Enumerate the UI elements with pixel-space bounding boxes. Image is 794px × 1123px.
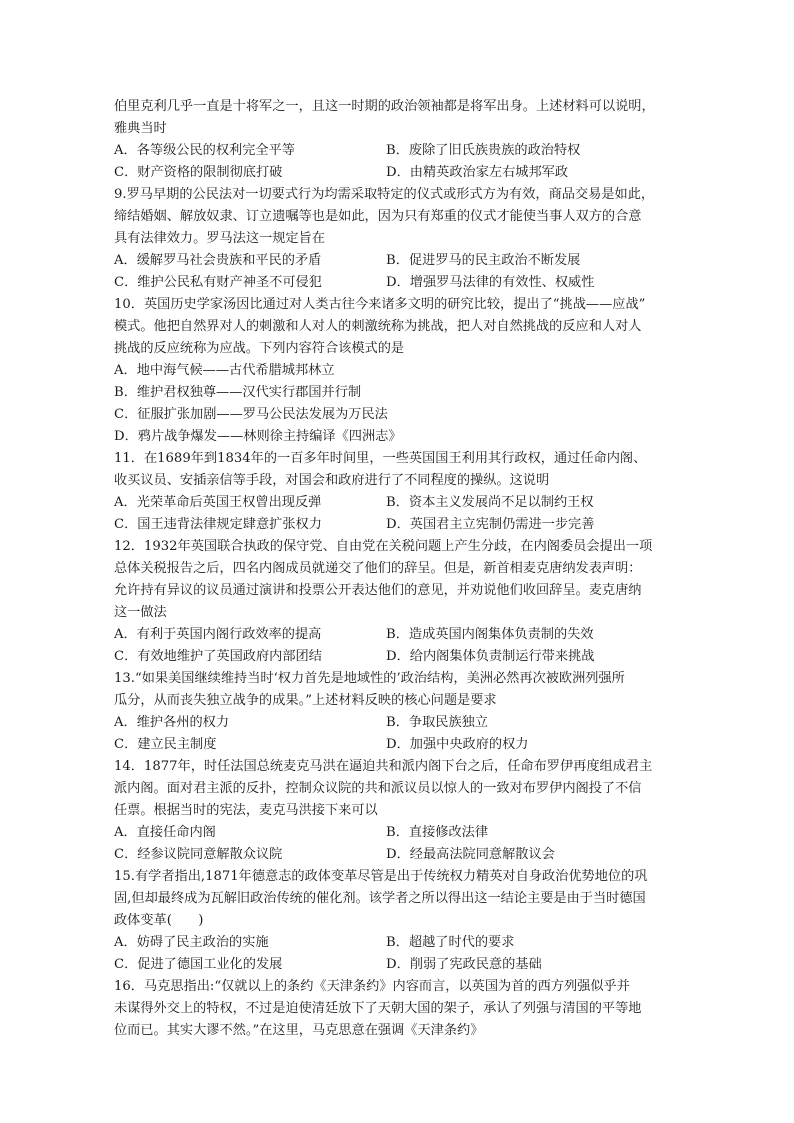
options-row — [114, 844, 684, 866]
option-a: A．缓解罗马社会贵族和平民的矛盾 — [114, 253, 322, 268]
options-row — [114, 712, 684, 734]
options-row — [114, 624, 684, 646]
text-line: 伯里克利几乎一直是十将军之一，且这一时期的政治领袖都是将军出身。上述材料可以说明， — [114, 99, 655, 114]
options-row — [114, 822, 684, 844]
option-d: D．给内阁集体负责制运行带来挑战 — [386, 649, 595, 664]
option-d: D．鸦片战争爆发——林则徐主持编译《四洲志》 — [114, 429, 402, 444]
options-row — [114, 140, 684, 162]
options-row — [114, 932, 684, 954]
options-row — [114, 646, 684, 668]
options-row — [114, 734, 684, 756]
option-b: B．争取民族独立 — [386, 715, 489, 730]
options-row — [114, 272, 684, 294]
option-d: D．英国君主立宪制仍需进一步完善 — [386, 517, 595, 532]
question-16-stem: 16．马克思指出:“仅就以上的条约《天津条约》内容而言，以英国为首的西方列强似乎并 — [114, 979, 630, 994]
option-b: B．维护君权独尊——汉代实行郡国并行制 — [114, 385, 362, 400]
text-line: 未谋得外交上的特权，不过是迫使清廷放下了天朝大国的架子，承认了列强与清国的平等地 — [114, 1001, 642, 1016]
question-15-stem: 15.有学者指出,1871年德意志的政体变革尽管是出于传统权力精英对自身政治优势地位的巩 — [114, 869, 648, 884]
question-12-stem: 12．1932年英国联合执政的保守党、自由党在关税问题上产生分歧，在内阁委员会提出一项 — [114, 539, 653, 554]
option-c: C．建立民主制度 — [114, 737, 217, 752]
options-row — [114, 250, 684, 272]
text-line: 这一做法 — [114, 605, 167, 620]
text-line: 总体关税报告之后，四名内阁成员就递交了他们的辞呈。但是，新首相麦克唐纳发表声明： — [114, 561, 642, 576]
option-a: A．各等级公民的权利完全平等 — [114, 143, 295, 158]
exam-page — [114, 96, 684, 1042]
option-a: A．光荣革命后英国王权曾出现反弹 — [114, 495, 322, 510]
option-c: C．有效地维护了英国政府内部团结 — [114, 649, 322, 664]
option-c: C．征服扩张加剧——罗马公民法发展为万民法 — [114, 407, 388, 422]
text-line: 雅典当时 — [114, 121, 167, 136]
option-c: C．经参议院同意解散众议院 — [114, 847, 283, 862]
option-d: D．由精英政治家左右城邦军政 — [386, 165, 569, 180]
text-line: 缔结婚姻、解放奴隶、订立遗嘱等也是如此，因为只有郑重的仪式才能使当事人双方的合意 — [114, 209, 642, 224]
option-a: A．维护各州的权力 — [114, 715, 230, 730]
options-row — [114, 514, 684, 536]
option-a: A．有利于英国内阁行政效率的提高 — [114, 627, 322, 642]
text-line: 位而已。其实大谬不然。”在这里，马克思意在强调《天津条约》 — [114, 1023, 484, 1038]
option-b: B．造成英国内阁集体负责制的失效 — [386, 627, 594, 642]
text-line: 政体变革( ) — [114, 913, 204, 928]
text-line: 任票。根据当时的宪法，麦克马洪接下来可以 — [114, 803, 378, 818]
option-a: A．妨碍了民主政治的实施 — [114, 935, 269, 950]
text-line: 具有法律效力。罗马法这一规定旨在 — [114, 231, 325, 246]
question-10-stem: 10．英国历史学家汤因比通过对人类古往今来诸多文明的研究比较，提出了“挑战——应战” — [114, 297, 646, 312]
options-row — [114, 162, 684, 184]
option-b: B．促进罗马的民主政治不断发展 — [386, 253, 581, 268]
text-line: 收买议员、安插亲信等手段，对国会和政府进行了不同程度的操纵。这说明 — [114, 473, 550, 488]
question-13-stem: 13.“如果美国继续维持当时‘权力首先是地域性的’政治结构，美洲必然再次被欧洲列强所 — [114, 671, 625, 686]
option-b: B．资本主义发展尚不足以制约王权 — [386, 495, 594, 510]
options-row — [114, 954, 684, 976]
option-b: B．超越了时代的要求 — [386, 935, 515, 950]
question-14-stem: 14．1877年，时任法国总统麦克马洪在逼迫共和派内阁下台之后，任命布罗伊再度组成君主 — [114, 759, 653, 774]
text-line: 允许持有异议的议员通过演讲和投票公开表达他们的意见，并劝说他们收回辞呈。麦克唐纳 — [114, 583, 642, 598]
text-line: 模式。他把自然界对人的刺激和人对人的刺激统称为挑战，把人对自然挑战的反应和人对人 — [114, 319, 642, 334]
option-c: C．维护公民私有财产神圣不可侵犯 — [114, 275, 322, 290]
option-d: D．加强中央政府的权力 — [386, 737, 529, 752]
option-b: B．直接修改法律 — [386, 825, 489, 840]
text-line: 派内阁。面对君主派的反扑，控制众议院的共和派议员以惊人的一致对布罗伊内阁投了不信 — [114, 781, 642, 796]
text-line: 挑战的反应统称为应战。下列内容符合该模式的是 — [114, 341, 405, 356]
options-row — [114, 492, 684, 514]
text-line: 固,但却最终成为瓦解旧政治传统的催化剂。该学者之所以得出这一结论主要是由于当时德国 — [114, 891, 646, 906]
option-d: D．削弱了宪政民意的基础 — [386, 957, 542, 972]
option-d: D．增强罗马法律的有效性、权威性 — [386, 275, 595, 290]
option-c: C．促进了德国工业化的发展 — [114, 957, 283, 972]
question-9-stem: 9.罗马早期的公民法对一切要式行为均需采取特定的仪式或形式方为有效，商品交易是如此， — [114, 187, 655, 202]
option-c: C．财产资格的限制彻底打破 — [114, 165, 283, 180]
option-a: A．直接任命内阁 — [114, 825, 216, 840]
option-a: A．地中海气候——古代希腊城邦林立 — [114, 363, 335, 378]
option-d: D．经最高法院同意解散议会 — [386, 847, 555, 862]
question-11-stem: 11．在1689年到1834年的一百多年时间里，一些英国国王利用其行政权，通过任命内阁、 — [114, 451, 647, 466]
text-line: 瓜分，从而丧失独立战争的成果。”上述材料反映的核心问题是要求 — [114, 693, 497, 708]
option-b: B．废除了旧氏族贵族的政治特权 — [386, 143, 581, 158]
option-c: C．国王违背法律规定肆意扩张权力 — [114, 517, 322, 532]
